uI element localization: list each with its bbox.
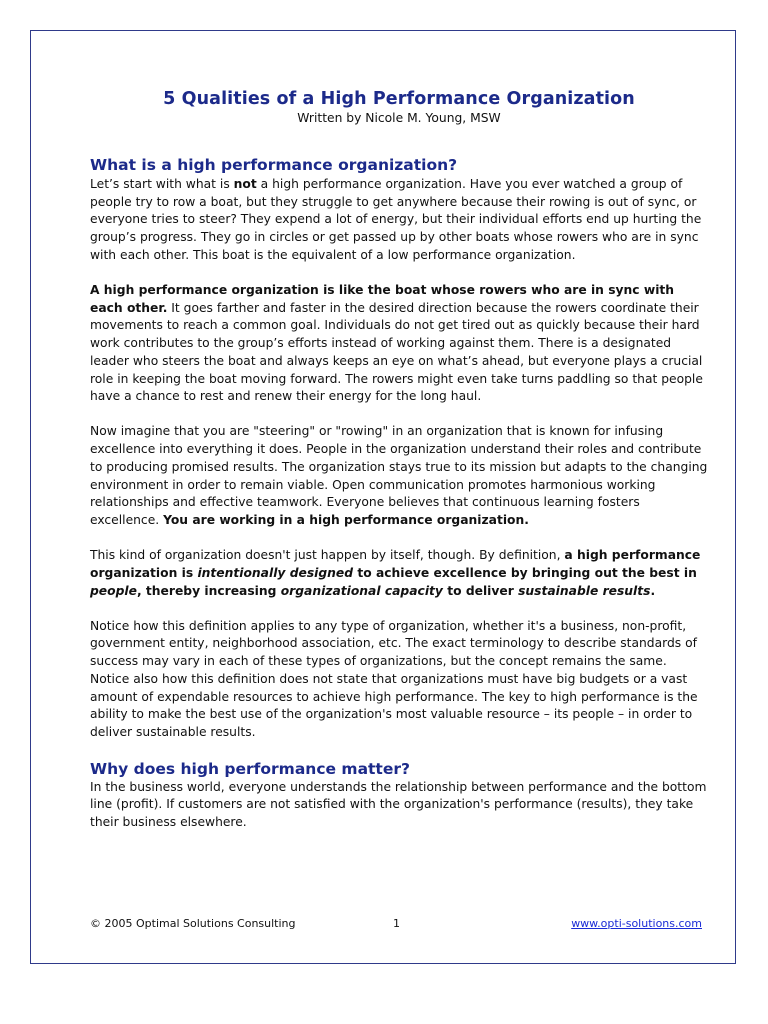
paragraph-low-performance [90, 176, 708, 265]
p1-emphasis-not: not [233, 177, 257, 191]
p4-text-a: This kind of organization doesn't just happen by itself, though. By definition, [90, 548, 565, 563]
p2-bold-lead: A high performance organization is like the boat whose rowers who are in sync with each other. [90, 283, 675, 315]
footer-page-number: 1 [393, 917, 400, 930]
p3-bold-end: You are working in a high performance organization. [163, 512, 529, 527]
document-byline: Written by Nicole M. Young, MSW [297, 111, 501, 125]
p3-text: Now imagine that you are "steering" or "rowing" in an organization that is known for infusing excellence into everything it does. People in the organization understand their roles and contribute to producing promised results. The organization stays true to its mission but adapts to the changing environment in order to remain viable. Open communication promotes harmonious working relationships and effective teamwork. Everyone believes that continuous learning fosters excellence. [90, 424, 708, 527]
p4-bold-h: to deliver [442, 583, 519, 598]
p4-bold-italic-i: sustainable results [518, 583, 651, 598]
paragraph-boat-analogy [90, 282, 708, 406]
page-footer [90, 917, 702, 935]
p4-bold-f: , thereby increasing [136, 583, 281, 598]
paragraph-imagine [90, 423, 708, 529]
footer-copyright: © 2005 Optimal Solutions Consulting [90, 917, 296, 930]
p4-bold-b: a high performance organization is [90, 548, 701, 580]
document-body [90, 89, 708, 832]
footer-website-link[interactable]: www.opti-solutions.com [571, 917, 702, 930]
p1-text-c: a high performance organization. Have you ever watched a group of people try to row a boat, but they struggle to get anywhere because their rowing is out of sync, or everyone tries to steer? They expend a lot of energy, but their individual efforts end up hurting the group’s progress. They go in circles or get passed up by other boats whose rowers who are in sync with each other. This boat is the equivalent of a low performance organization. [90, 177, 702, 262]
p4-bold-italic-g: organizational capacity [280, 583, 443, 598]
paragraph-applies: Notice how this definition applies to any type of organization, whether it's a business, non-profit, government entity, neighborhood association, etc. The exact terminology to describe standards of success may vary in each of these types of organizations, but the concept remains the same. Notice also how this definition does not state that organizations must have big budgets or a vast amount of expendable resources to achieve high performance. The key to high performance is the ability to make the best use of the organization's most valuable resource – its people – in order to deliver sustainable results. [90, 618, 698, 739]
paragraph-business-world: In the business world, everyone understands the relationship between performance and the bottom line (profit). If customers are not satisfied with the organization's performance (results), they take their business elsewhere. [90, 779, 707, 830]
document-title: 5 Qualities of a High Performance Organization [163, 89, 635, 109]
p2-text: It goes farther and faster in the desired direction because the rowers coordinate their movements to reach a common goal. Individuals do not get tired out as quickly because their hard work contributes to the group’s efforts instead of working against them. There is a designated leader who steers the boat and always keeps an eye on what’s ahead, but everyone plays a crucial role in keeping the boat moving forward. The rowers might even take turns paddling so that people have a chance to rest and renew their energy for the long haul. [90, 300, 703, 404]
p4-bold-italic-c: intentionally designed [197, 565, 354, 580]
section-heading-what: What is a high performance organization? [90, 156, 458, 174]
p4-bold-j: . [650, 583, 656, 598]
section-heading-why: Why does high performance matter? [90, 759, 410, 778]
paragraph-definition [90, 547, 708, 600]
p1-text-a: Let’s start with what is [90, 177, 234, 191]
p4-bold-d: to achieve excellence by bringing out the best in [353, 565, 697, 580]
p4-bold-italic-e: people [90, 583, 137, 598]
